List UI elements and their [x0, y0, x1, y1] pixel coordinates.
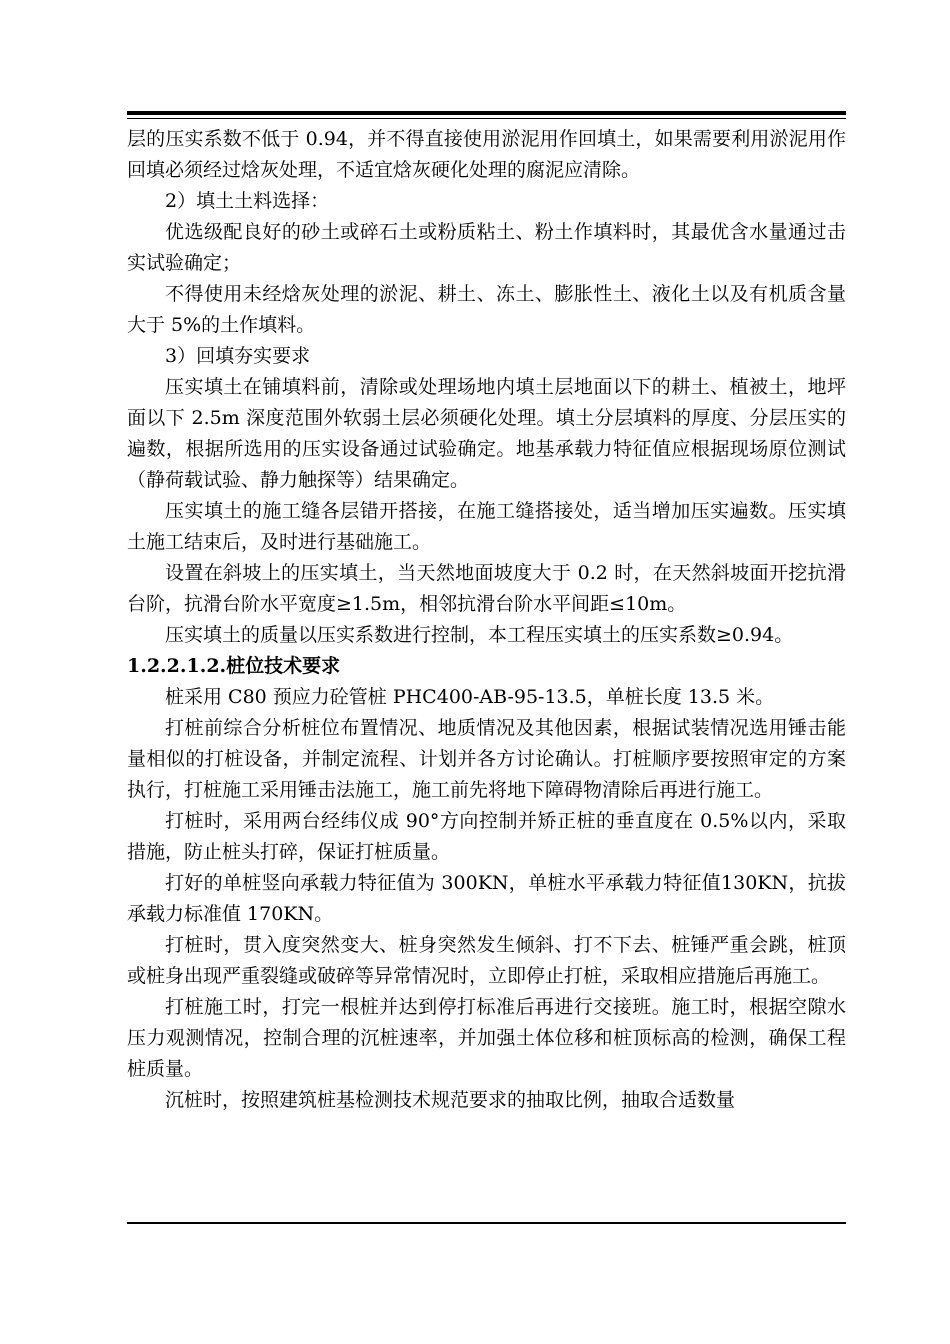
paragraph: 优选级配良好的砂土或碎石土或粉质粘土、粉土作填料时，其最优含水量通过击实试验确定；: [127, 221, 846, 274]
header-rule-thick: [127, 111, 846, 115]
paragraph: 打桩时，采用两台经纬仪成 90°方向控制并矫正桩的垂直度在 0.5%以内，采取措施，防止桩头打碎，保证打桩质量。: [127, 810, 846, 863]
paragraph: 压实填土的施工缝各层错开搭接，在施工缝搭接处，适当增加压实遍数。压实填土施工结束后，及时进行基础施工。: [127, 500, 846, 553]
paragraph: 桩采用 C80 预应力砼管桩 PHC400-AB-95-13.5，单桩长度 13.5 米。: [165, 686, 775, 708]
paragraph: 打桩施工时，打完一根桩并达到停打标准后再进行交接班。施工时，根据空隙水压力观测情况，控制合理的沉桩速率，并加强土体位移和桩顶标高的检测，确保工程桩质量。: [127, 996, 846, 1080]
paragraph: 打桩时，贯入度突然变大、桩身突然发生倾斜、打不下去、桩锤严重会跳，桩顶或桩身出现严重裂缝或破碎等异常情况时，立即停止打桩，采取相应措施后再施工。: [127, 934, 846, 987]
document-body: [127, 124, 846, 1116]
header-rule-thin: [127, 118, 846, 119]
paragraph: 3）回填夯实要求: [165, 345, 311, 367]
paragraph-continuation: 层的压实系数不低于 0.94，并不得直接使用淤泥用作回填土，如果需要利用淤泥用作回填必须经过焓灰处理，不适宜焓灰硬化处理的腐泥应清除。: [127, 128, 846, 181]
paragraph: 沉桩时，按照建筑桩基检测技术规范要求的抽取比例，抽取合适数量: [165, 1089, 736, 1111]
paragraph: 打好的单桩竖向承载力特征值为 300KN，单桩水平承载力特征值130KN，抗拔承载力标准值 170KN。: [127, 872, 846, 925]
paragraph: 不得使用未经焓灰处理的淤泥、耕土、冻土、膨胀性土、液化土以及有机质含量大于 5%的土作填料。: [127, 283, 846, 336]
section-heading: 1.2.2.1.2.桩位技术要求: [127, 655, 341, 677]
paragraph: 压实填土在铺填料前，清除或处理场地内填土层地面以下的耕土、植被土，地坪面以下 2.5m 深度范围外软弱土层必须硬化处理。填土分层填料的厚度、分层压实的遍数，根据所选用的压实设备通过试验确定。地基承载力特征值应根据现场原位测试（静荷载试验、静力触探等）结果确定。: [127, 376, 846, 491]
paragraph: 设置在斜坡上的压实填土，当天然地面坡度大于 0.2 时，在天然斜坡面开挖抗滑台阶，抗滑台阶水平宽度≥1.5m，相邻抗滑台阶水平间距≤10m。: [127, 562, 846, 615]
paragraph: 压实填土的质量以压实系数进行控制，本工程压实填土的压实系数≥0.94。: [165, 624, 794, 646]
paragraph: 打桩前综合分析桩位布置情况、地质情况及其他因素，根据试装情况选用锤击能量相似的打桩设备，并制定流程、计划并各方讨论确认。打桩顺序要按照审定的方案执行，打桩施工采用锤击法施工，施工前先将地下障碍物清除后再进行施工。: [127, 717, 846, 801]
paragraph: 2）填土土料选择：: [165, 190, 330, 212]
footer-rule: [127, 1222, 846, 1224]
